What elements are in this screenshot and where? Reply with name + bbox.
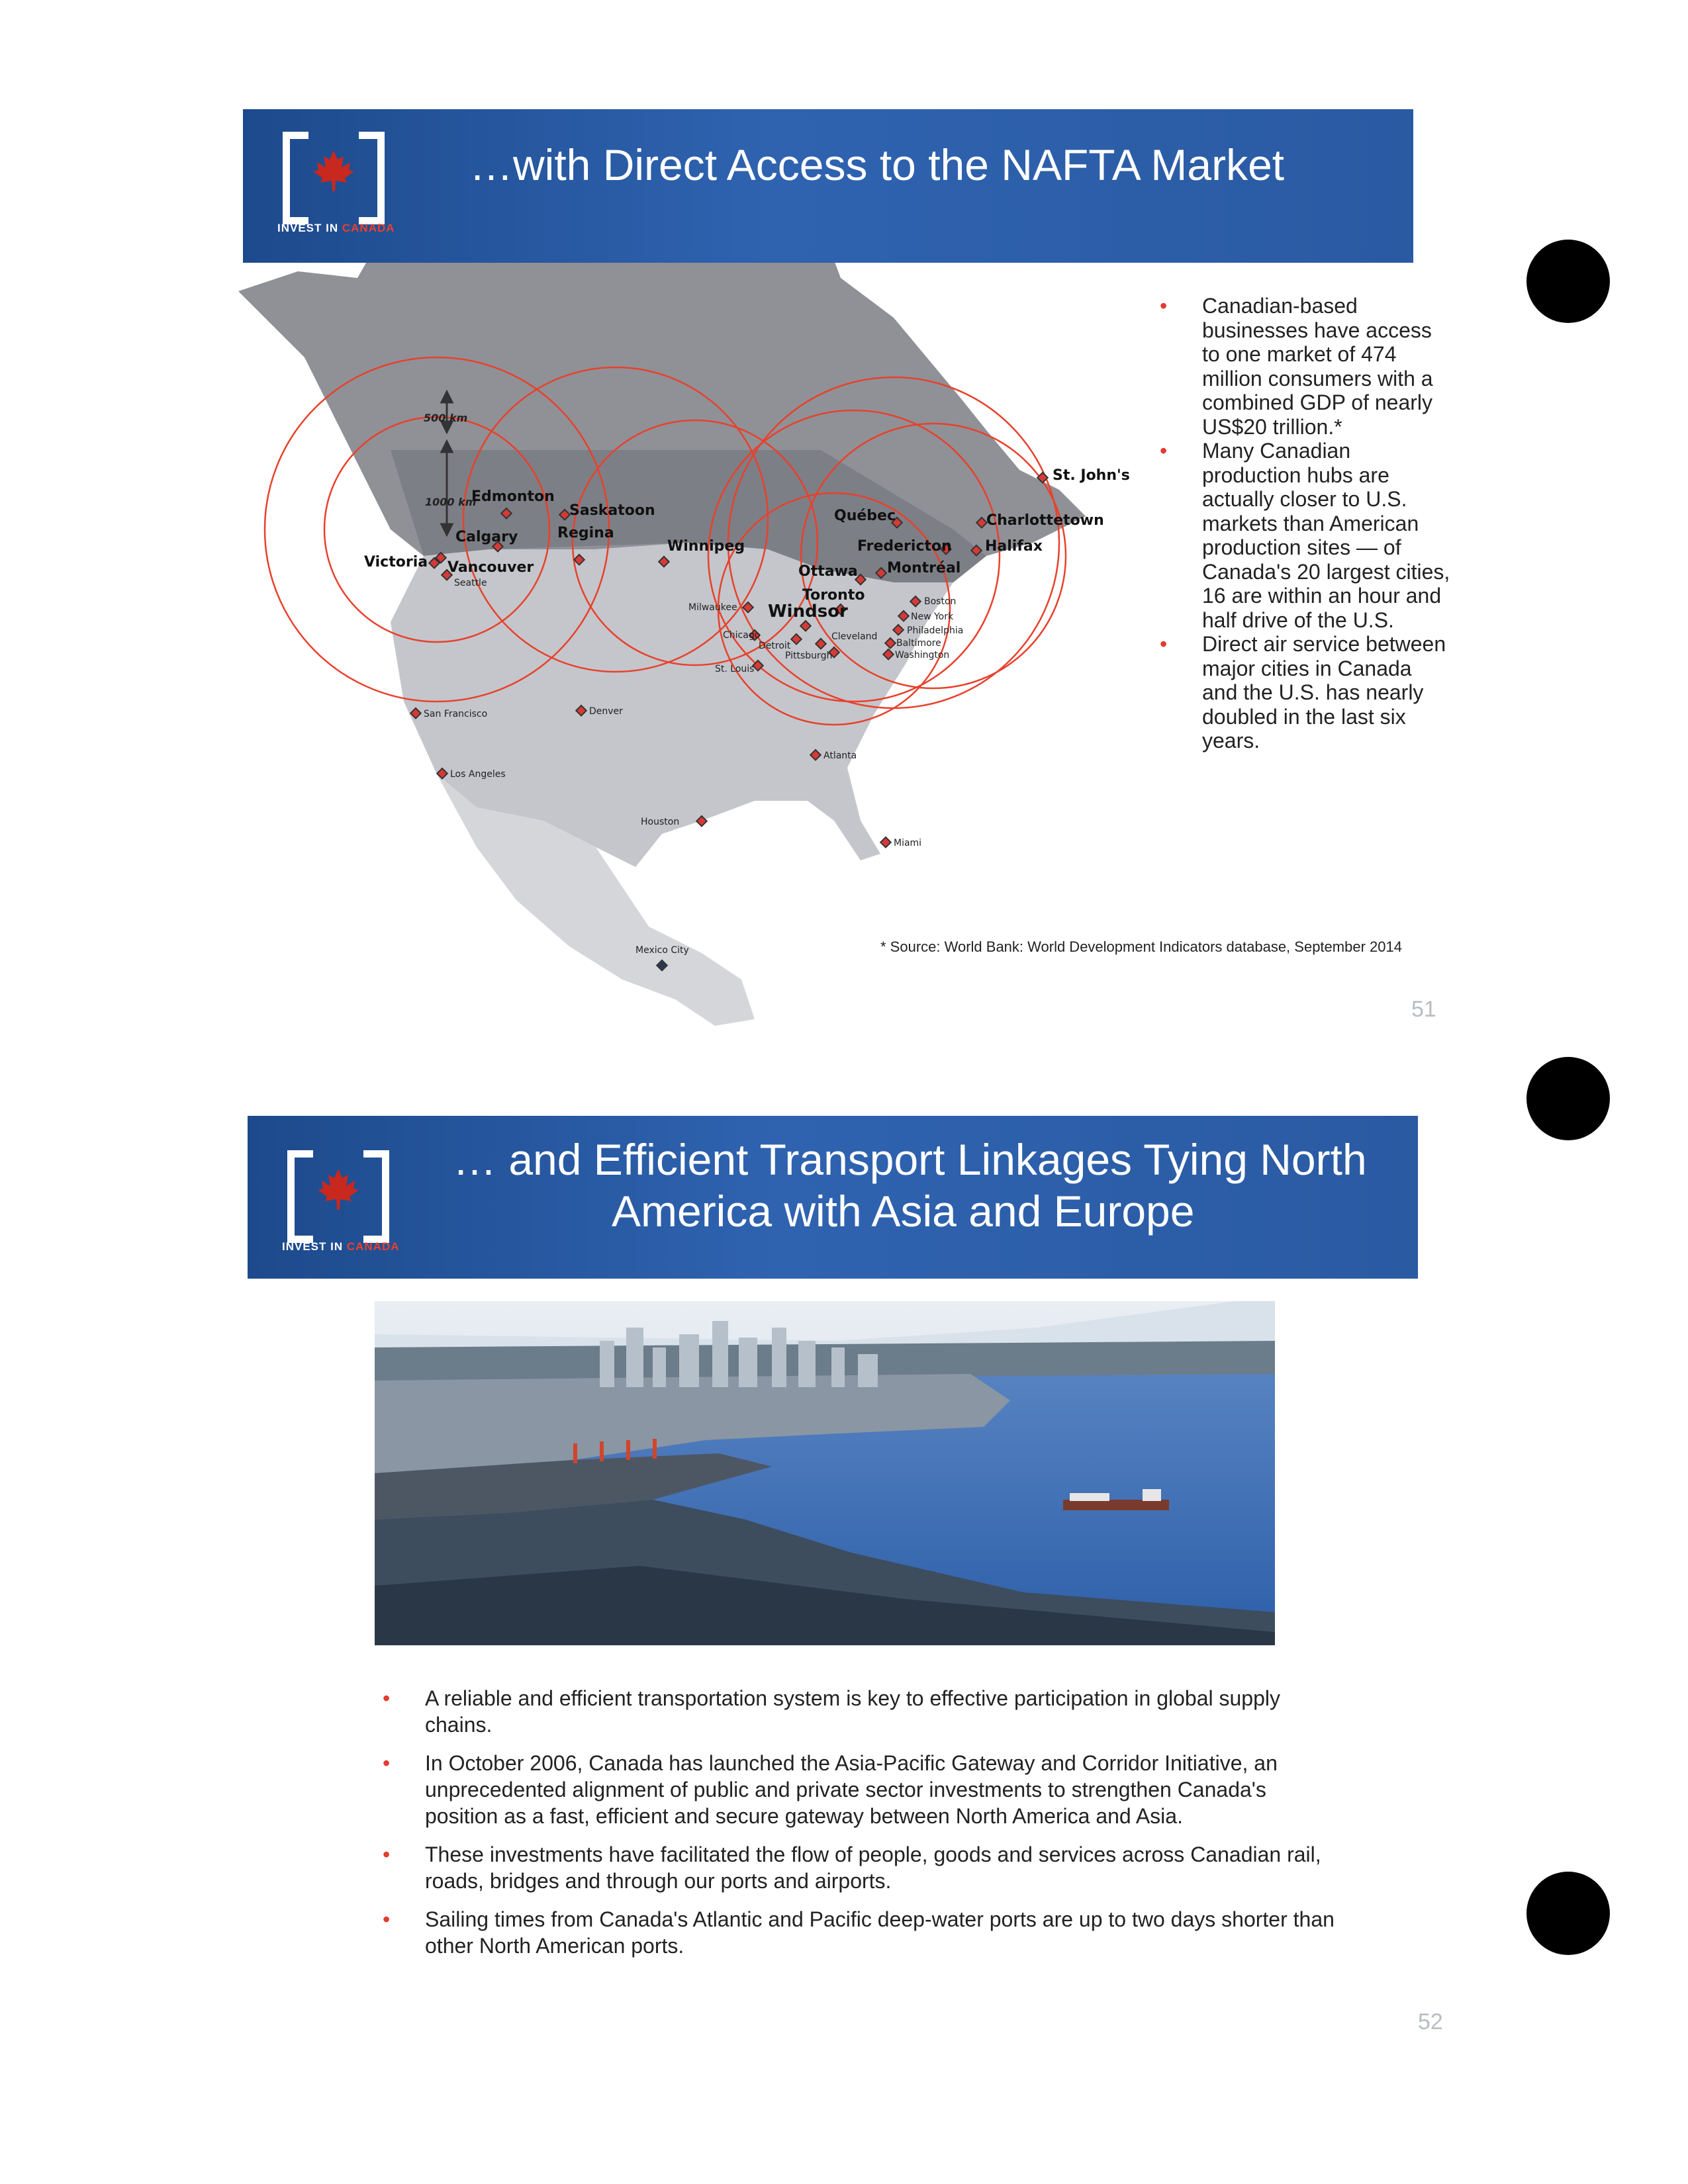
city-label-saskatoon: Saskatoon [569, 502, 655, 519]
city-label-montreal: Montréal [887, 560, 961, 576]
city-label-victoria: Victoria [364, 554, 428, 570]
binder-hole [1526, 1872, 1610, 1955]
logo-right-bracket [363, 1150, 389, 1243]
logo-caption [277, 222, 395, 235]
city-label-pittsburgh: Pittsburgh [785, 651, 833, 661]
city-label-winnipeg: Winnipeg [667, 538, 745, 555]
city-label-chicago: Chicago [723, 630, 761, 641]
slide-51-bullet [1160, 632, 1451, 753]
bullet-dot: • [383, 1907, 391, 1931]
city-label-boston: Boston [924, 596, 957, 607]
page-number-52: 52 [1418, 2009, 1443, 2034]
city-label-seattle: Seattle [454, 578, 487, 588]
invest-in-canada-logo [282, 1150, 400, 1263]
logo-caption [282, 1240, 400, 1253]
logo-right-bracket [359, 132, 385, 224]
slide-52-bullet [383, 1906, 1336, 1959]
city-label-washington: Washington [895, 650, 950, 660]
bullet-dot: • [383, 1686, 391, 1710]
invest-in-canada-logo [277, 132, 395, 244]
binder-hole [1526, 1057, 1610, 1140]
city-label-atlanta: Atlanta [823, 751, 857, 761]
city-label-new-york: New York [911, 612, 954, 622]
city-label-edmonton: Edmonton [471, 488, 555, 505]
vancouver-harbour-photo [375, 1301, 1275, 1645]
city-label-denver: Denver [589, 706, 623, 717]
bullet-text: In October 2006, Canada has launched the Asia-Pacific Gateway and Corridor Initiative, an unprecedented alignment of public and private sector investments to strengthen Canada's position as a fast, efficient and secure gateway between North America and Asia. [425, 1751, 1278, 1828]
maple-leaf-icon [310, 148, 357, 194]
city-label-regina: Regina [557, 525, 614, 541]
slide-51-header [243, 109, 1413, 263]
bullet-text: Direct air service between major cities in Canada and the U.S. has nearly doubled in the last six years. [1202, 632, 1446, 752]
logo-left-bracket [283, 132, 308, 224]
city-label-st-louis: St. Louis [715, 664, 755, 674]
bullet-text: Canadian-based businesses have access to one market of 474 million consumers with a combined GDP of nearly US$20 trillion.* [1202, 294, 1433, 439]
maple-leaf-icon [315, 1166, 361, 1212]
bullet-text: These investments have facilitated the flow of people, goods and services across Canadian rail, roads, bridges and through our ports and airports. [425, 1843, 1321, 1893]
city-label-st-johns: St. John's [1053, 467, 1130, 484]
city-label-san-francisco: San Francisco [424, 709, 488, 719]
bullet-text: Many Canadian production hubs are actually closer to U.S. markets than American production sites — of Canada's 20 largest cities, 16 are within an hour and half drive of the U.S. [1202, 439, 1450, 632]
scale-label-1000: 1000 km [425, 496, 477, 508]
slide-52-header [248, 1116, 1418, 1279]
bullet-text: Sailing times from Canada's Atlantic and Pacific deep-water ports are up to two days shorter than other North American ports. [425, 1907, 1335, 1958]
bullet-dot: • [1160, 294, 1168, 318]
logo-caption-invest: INVEST IN [277, 222, 342, 234]
city-label-baltimore: Baltimore [896, 638, 941, 649]
logo-caption-canada: CANADA [342, 222, 395, 234]
city-label-fredericton: Fredericton [857, 538, 952, 555]
city-label-toronto: Toronto [802, 587, 865, 604]
bullet-dot: • [383, 1751, 391, 1775]
scale-label-500: 500 km [424, 412, 468, 424]
city-label-windsor: Windsor [768, 602, 848, 621]
bullet-text: A reliable and efficient transportation system is key to effective participation in global supply chains. [425, 1686, 1280, 1737]
city-marker-miami [880, 837, 891, 848]
city-label-cleveland: Cleveland [831, 631, 878, 642]
bullet-dot: • [1160, 439, 1168, 463]
city-label-detroit: Detroit [759, 641, 791, 651]
city-label-miami: Miami [894, 838, 922, 848]
city-label-ottawa: Ottawa [798, 563, 858, 580]
slide-52-bullet [383, 1750, 1336, 1829]
bullet-dot: • [383, 1843, 391, 1866]
city-label-halifax: Halifax [985, 538, 1043, 555]
city-label-quebec: Québec [834, 508, 896, 524]
slide-51-title: …with Direct Access to the NAFTA Market [469, 140, 1285, 189]
city-label-milwaukee: Milwaukee [688, 602, 737, 613]
slide-51-bullets [1160, 294, 1451, 753]
slide-52-bullet [383, 1841, 1336, 1894]
city-label-mexico-city: Mexico City [635, 945, 689, 956]
slide-51-source-note: * Source: World Bank: World Development Indicators database, September 2014 [880, 938, 1402, 955]
logo-left-bracket [287, 1150, 313, 1243]
bullet-dot: • [1160, 632, 1168, 656]
city-label-charlottetown: Charlottetown [986, 512, 1104, 529]
slide-51-bullet [1160, 439, 1451, 632]
binder-hole [1526, 240, 1610, 323]
page-number-51: 51 [1411, 997, 1436, 1022]
slide-51-bullet [1160, 294, 1451, 439]
logo-caption-invest: INVEST IN [282, 1240, 347, 1253]
slide-52-title-line-1: … and Efficient Transport Linkages Tying North [453, 1135, 1367, 1184]
logo-caption-canada: CANADA [346, 1240, 400, 1253]
city-label-philadelphia: Philadelphia [907, 625, 964, 636]
city-label-vancouver: Vancouver [447, 559, 534, 576]
city-label-houston: Houston [641, 817, 680, 827]
city-label-los-angeles: Los Angeles [450, 769, 506, 780]
slide-52-bullet [383, 1685, 1336, 1738]
city-label-calgary: Calgary [455, 529, 518, 545]
slide-52-bullets [383, 1685, 1336, 1959]
slide-52-title-line-2: America with Asia and Europe [612, 1187, 1195, 1236]
